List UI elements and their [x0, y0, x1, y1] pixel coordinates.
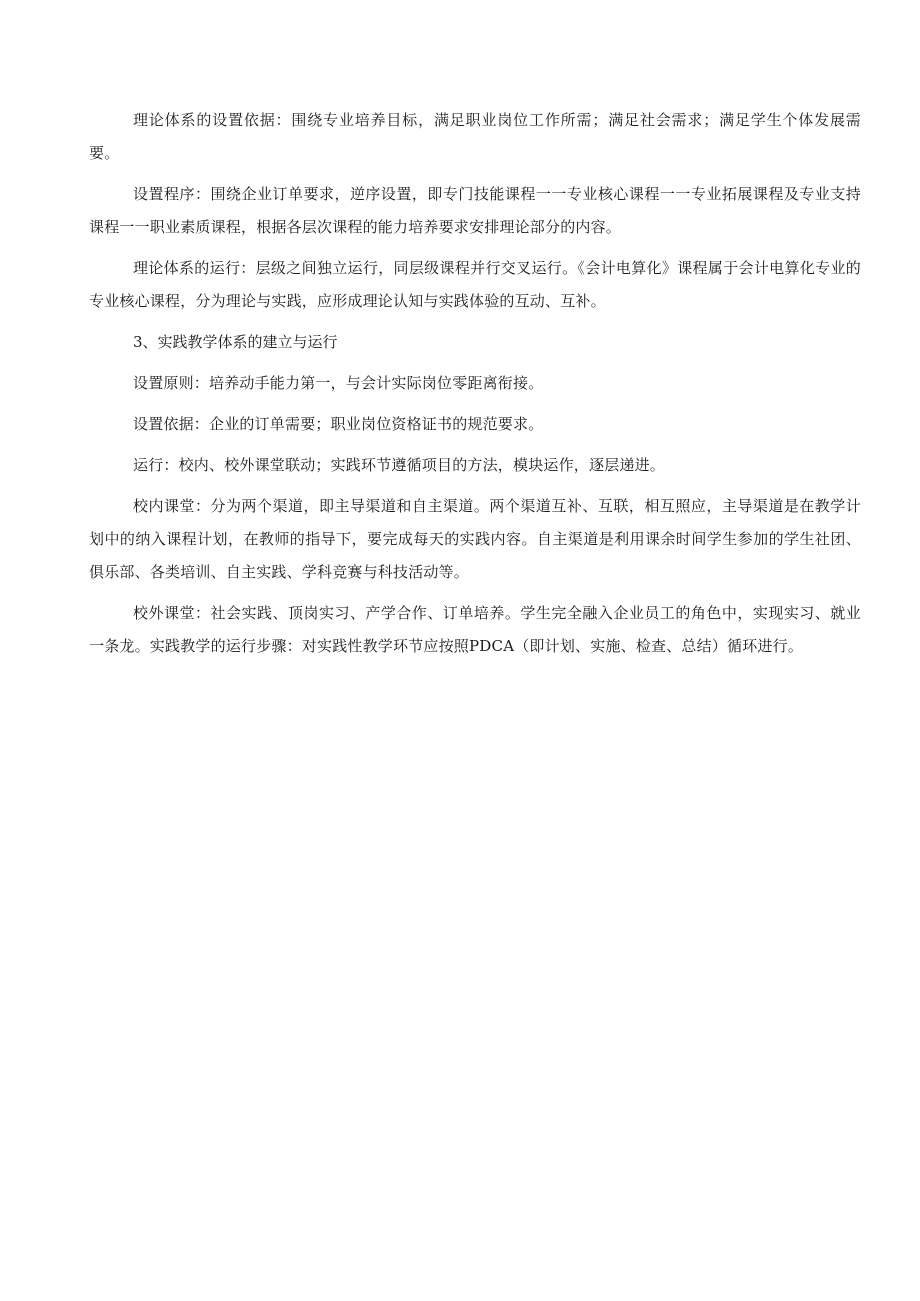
paragraph-theory-operation: 理论体系的运行：层级之间独立运行，同层级课程并行交叉运行。《会计电算化》课程属于会计电算化专业的专业核心课程，分为理论与实践，应形成理论认知与实践体验的互动、互补。	[89, 259, 861, 310]
section-heading-practice-system: 3、实践教学体系的建立与运行	[133, 333, 338, 351]
paragraph-setting-principle: 设置原则：培养动手能力第一，与会计实际岗位零距离衔接。	[133, 374, 544, 392]
document-body	[89, 104, 861, 671]
paragraph-setting-procedure: 设置程序：围绕企业订单要求，逆序设置，即专门技能课程一一专业核心课程一一专业拓展课程及专业支持课程一一职业素质课程，根据各层次课程的能力培养要求安排理论部分的内容。	[89, 185, 861, 236]
paragraph-off-campus-class: 校外课堂：社会实践、顶岗实习、产学合作、订单培养。学生完全融入企业员工的角色中，实现实习、就业一条龙。实践教学的运行步骤：对实践性教学环节应按照PDCA（即计划、实施、检查、总结）循环进行。	[89, 604, 861, 655]
paragraph-theory-basis: 理论体系的设置依据：围绕专业培养目标，满足职业岗位工作所需；满足社会需求；满足学生个体发展需要。	[89, 111, 861, 162]
paragraph-on-campus-class: 校内课堂：分为两个渠道，即主导渠道和自主渠道。两个渠道互补、互联，相互照应，主导渠道是在教学计划中的纳入课程计划，在教师的指导下，要完成每天的实践内容。自主渠道是利用课余时间学生参加的学生社团、俱乐部、各类培训、自主实践、学科竞赛与科技活动等。	[89, 497, 861, 581]
paragraph-operation: 运行：校内、校外课堂联动；实践环节遵循项目的方法，模块运作，逐层递进。	[133, 456, 666, 474]
paragraph-setting-basis: 设置依据：企业的订单需要；职业岗位资格证书的规范要求。	[133, 415, 544, 433]
